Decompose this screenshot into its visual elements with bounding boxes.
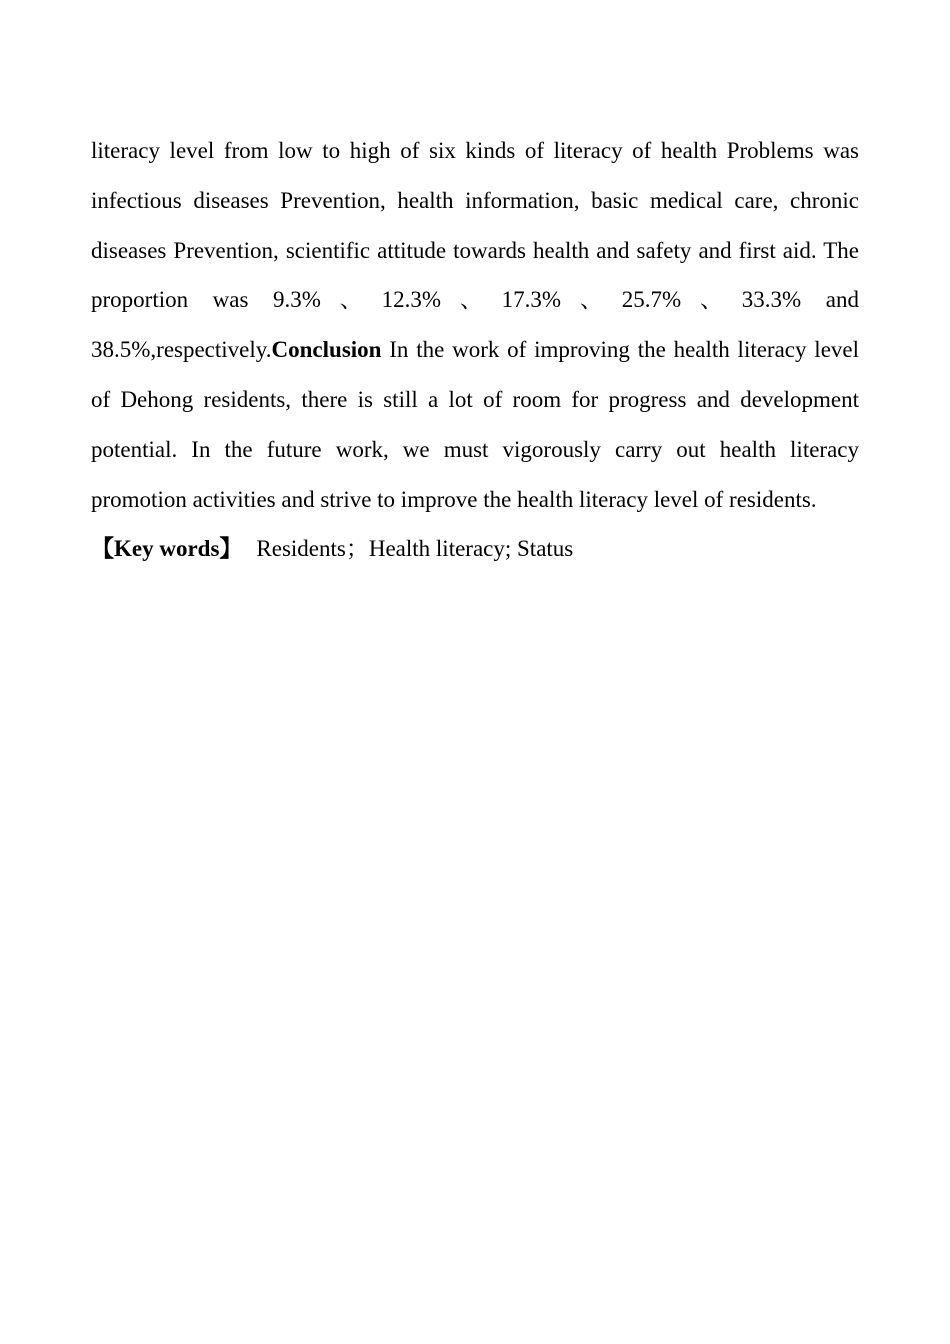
conclusion-label: Conclusion	[271, 337, 382, 363]
page-content	[91, 126, 859, 574]
abstract-results-text: literacy level from low to high of six kinds of literacy of health Problems was infectious diseases Prevention, health information, basic medical care, chronic diseases Prevention, scientific attitude towards health and safety and first aid. The proportion was 9.3%、12.3%、17.3%、25.7%、33.3% and 38.5%,respectively.	[91, 138, 859, 363]
keywords-line	[91, 524, 859, 574]
keywords-label: 【Key words】	[91, 536, 243, 562]
abstract-conclusion-text: In the work of improving the health literacy level of Dehong residents, there is still a lot of room for progress and development potential. In the future work, we must vigorously carry out health literacy promotion activities and strive to improve the health literacy level of residents.	[91, 337, 859, 512]
keywords-text: Residents；Health literacy; Status	[256, 536, 574, 562]
abstract-paragraph	[91, 126, 859, 524]
